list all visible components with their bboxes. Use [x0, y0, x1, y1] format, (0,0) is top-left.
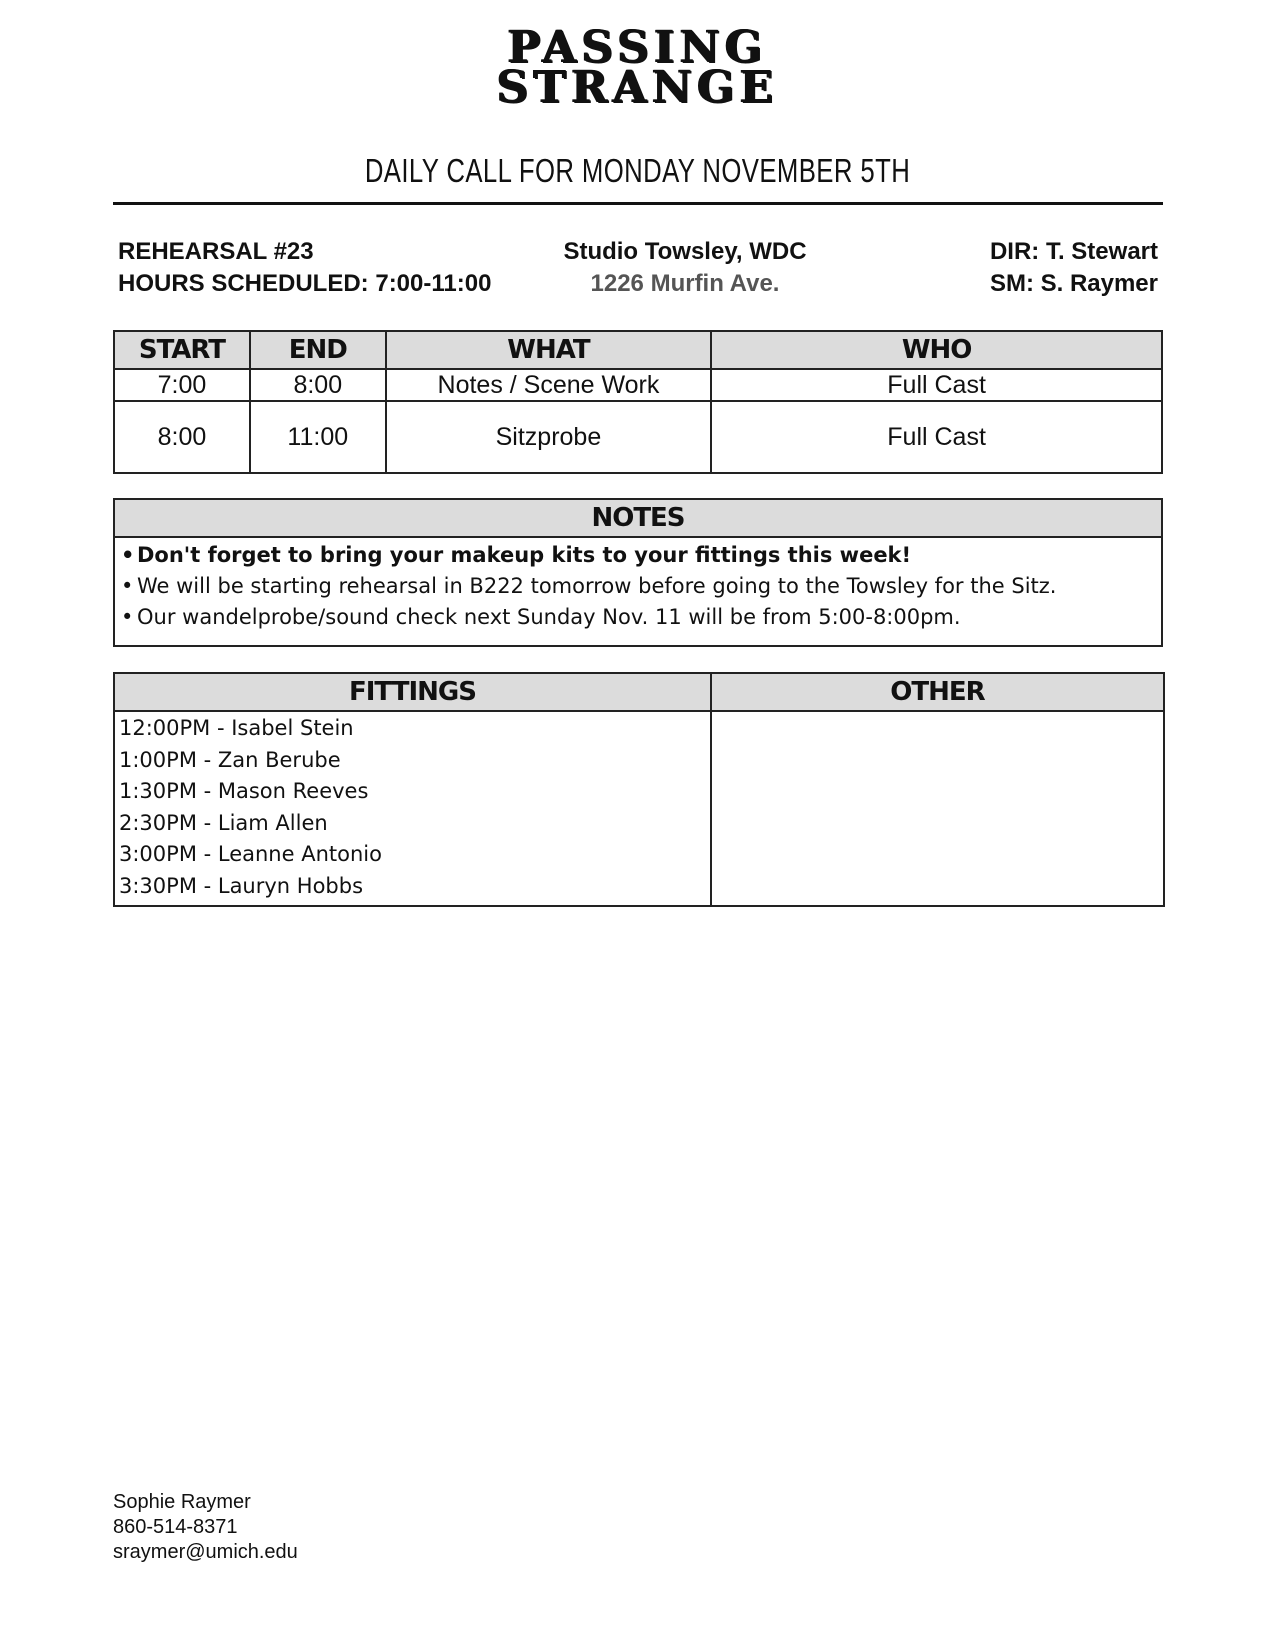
page-title: DAILY CALL FOR MONDAY NOVEMBER 5TH	[364, 152, 911, 189]
col-end: END	[250, 331, 386, 369]
list-item: 3:30PM - Lauryn Hobbs	[119, 873, 364, 898]
rehearsal-info	[118, 236, 491, 300]
bullet-icon: •	[121, 574, 134, 598]
schedule-table	[113, 330, 1163, 474]
cell-end: 11:00	[250, 401, 386, 473]
logo-line-2: STRANGE	[496, 62, 779, 113]
table-row	[114, 401, 1162, 473]
list-item: 1:30PM - Mason Reeves	[119, 779, 369, 803]
note-text: We will be starting rehearsal in B222 tomorrow before going to the Towsley for the Sitz.	[137, 574, 1057, 598]
logo-line-1: PASSING	[507, 22, 768, 73]
table-row	[114, 369, 1162, 401]
other-header: OTHER	[711, 673, 1164, 711]
stage-manager: SM: S. Raymer	[989, 270, 1158, 297]
col-what: WHAT	[386, 331, 711, 369]
schedule-header-row	[114, 331, 1162, 369]
list-item	[121, 602, 1157, 633]
cell-who: Full Cast	[711, 369, 1162, 401]
cell-what: Notes / Scene Work	[386, 369, 711, 401]
bullet-icon: •	[121, 605, 134, 629]
col-start: START	[114, 331, 250, 369]
cell-who: Full Cast	[711, 401, 1162, 473]
list-item: 12:00PM - Isabel Stein	[119, 716, 354, 740]
venue-address: 1226 Murfin Ave.	[590, 270, 780, 297]
director: DIR: T. Stewart	[989, 238, 1158, 265]
list-item: 1:00PM - Zan Berube	[119, 747, 341, 772]
contact-email: sraymer@umich.edu	[113, 1541, 298, 1563]
cell-start: 7:00	[114, 369, 250, 401]
hours-scheduled: HOURS SCHEDULED: 7:00-11:00	[118, 270, 492, 297]
contact-phone: 860-514-8371	[113, 1516, 238, 1538]
bullet-icon: •	[121, 543, 135, 567]
note-text: Don't forget to bring your makeup kits to your fittings this week!	[137, 543, 912, 567]
notes-body	[114, 537, 1162, 646]
staff-info	[900, 236, 1158, 300]
notes-header: NOTES	[114, 499, 1162, 537]
note-text: Our wandelprobe/sound check next Sunday Nov. 11 will be from 5:00-8:00pm.	[137, 605, 961, 629]
cell-end: 8:00	[250, 369, 386, 401]
fittings-table	[113, 672, 1165, 907]
contact-footer	[113, 1490, 298, 1565]
notes-table	[113, 498, 1163, 647]
cell-what: Sitzprobe	[386, 401, 711, 473]
fittings-list	[114, 711, 711, 906]
list-item	[121, 540, 1157, 571]
fittings-header: FITTINGS	[114, 673, 711, 711]
col-who: WHO	[711, 331, 1162, 369]
venue-name: Studio Towsley, WDC	[563, 238, 807, 265]
venue-info	[530, 236, 840, 300]
contact-name: Sophie Raymer	[113, 1491, 251, 1513]
title-divider	[113, 202, 1163, 205]
other-cell	[711, 711, 1164, 906]
rehearsal-number: REHEARSAL #23	[118, 238, 314, 265]
cell-start: 8:00	[114, 401, 250, 473]
show-logo	[0, 22, 1275, 113]
list-item	[121, 571, 1157, 602]
list-item: 2:30PM - Liam Allen	[119, 810, 328, 835]
list-item: 3:00PM - Leanne Antonio	[119, 842, 382, 866]
